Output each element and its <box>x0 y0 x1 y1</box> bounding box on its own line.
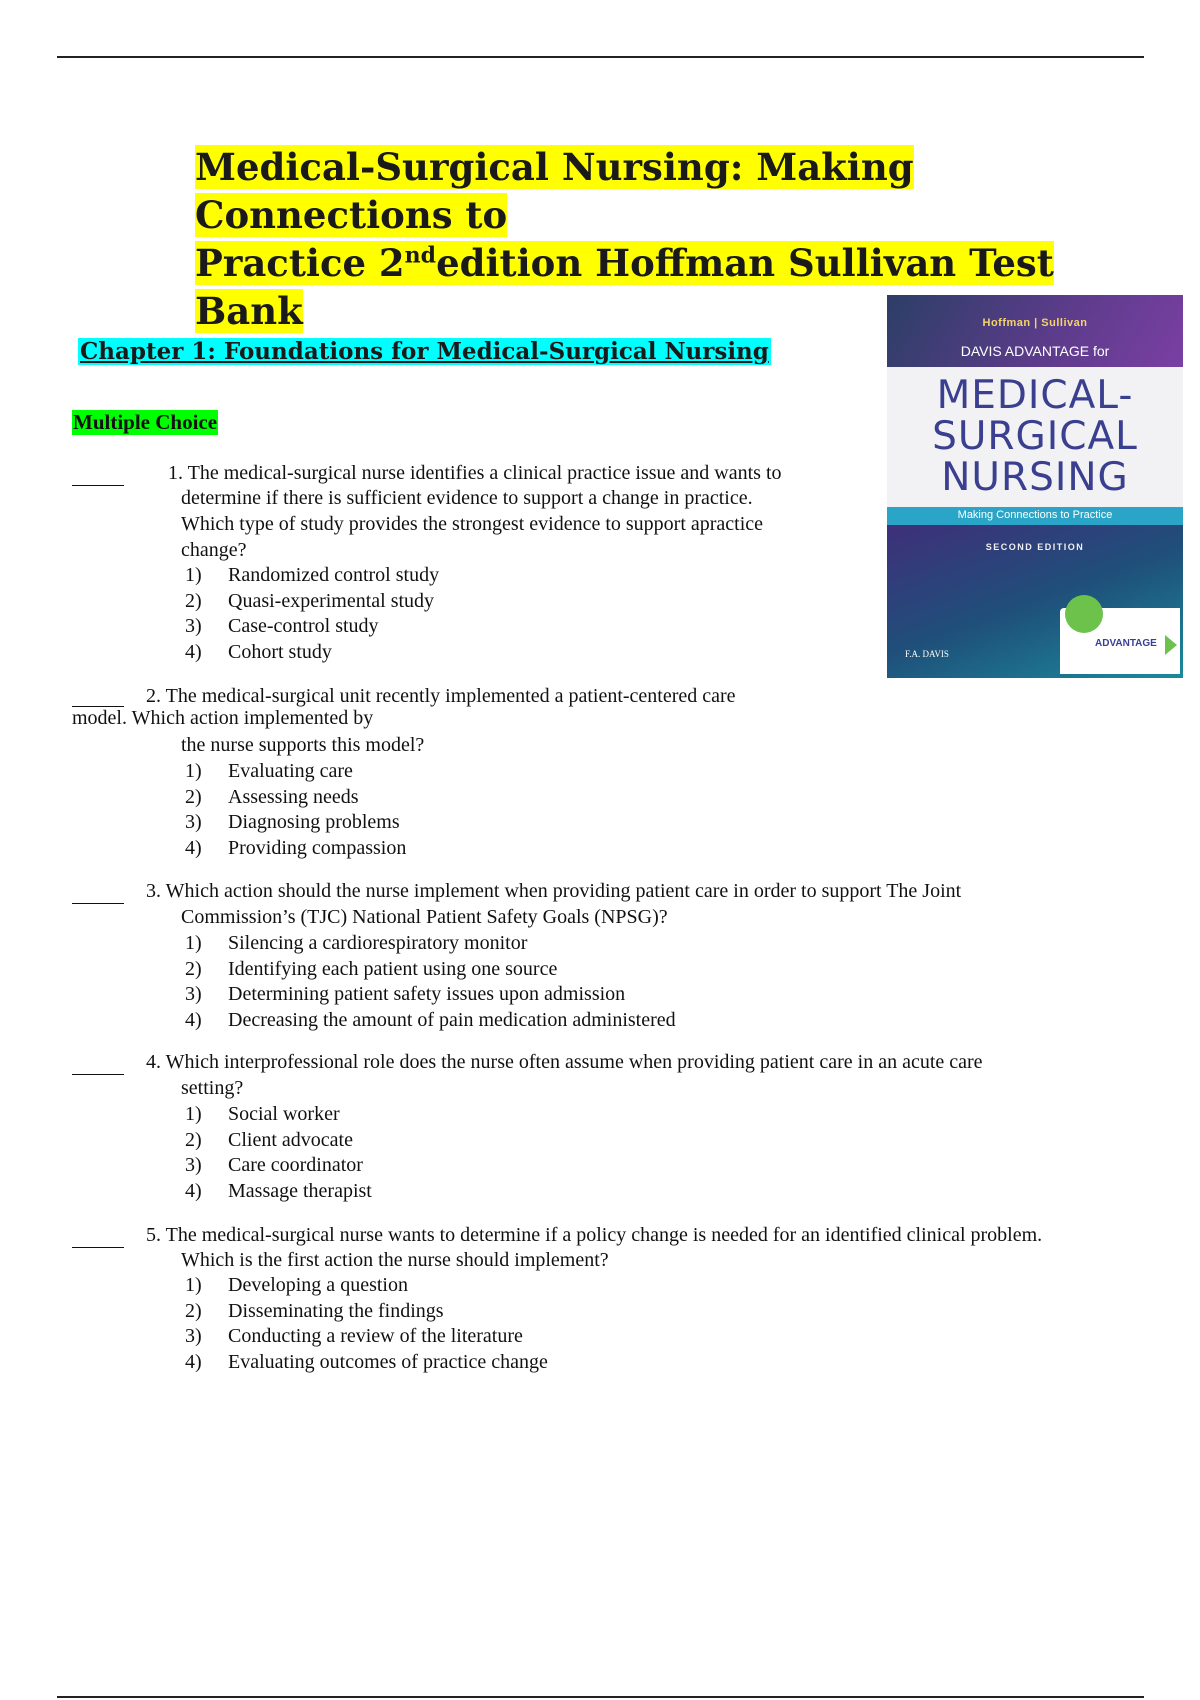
option: 1) Evaluating care <box>185 760 353 782</box>
cover-title-line: SURGICAL <box>932 414 1138 459</box>
option-list <box>185 1273 548 1375</box>
question-stem: 3. Which action should the nurse implement when providing patient care in order to support The Joint <box>146 880 962 902</box>
question-stem-wrap: model. Which action implemented by <box>72 707 374 729</box>
question-stem-cont: change? <box>181 539 247 561</box>
option: 4) Providing compassion <box>185 836 407 859</box>
question-stem-cont: determine if there is sufficient evidence to support a change in practice. <box>181 487 753 509</box>
cover-series: DAVIS ADVANTAGE for <box>960 343 1110 359</box>
top-rule <box>57 56 1144 58</box>
question-stem-cont: Which is the first action the nurse should implement? <box>181 1249 609 1271</box>
option-list <box>185 759 406 861</box>
option: 2) Disseminating the findings <box>185 1299 444 1322</box>
publisher-logo: F.A. DAVIS <box>905 649 949 659</box>
cover-title-line: NURSING <box>941 455 1129 500</box>
option: 4) Massage therapist <box>185 1179 372 1202</box>
cover-authors: Hoffman | Sullivan <box>982 317 1088 329</box>
question-stem-cont: the nurse supports this model? <box>181 734 425 756</box>
cover-edition: SECOND EDITION <box>985 542 1085 552</box>
book-cover-image <box>887 295 1183 678</box>
option: 2) Client advocate <box>185 1128 353 1151</box>
option: 1) Social worker <box>185 1103 340 1125</box>
answer-blank[interactable] <box>72 1074 124 1075</box>
option: 2) Quasi-experimental study <box>185 589 435 612</box>
cover-title-line: MEDICAL- <box>936 373 1134 418</box>
title-line-2: Practice 2ndedition Hoffman Sullivan Test Bank <box>195 241 1054 333</box>
cover-subtitle: Making Connections to Practice <box>957 509 1113 521</box>
option: 2) Assessing needs <box>185 785 359 808</box>
chapter-heading: Chapter 1: Foundations for Medical-Surgical Nursing <box>80 338 769 365</box>
option-list <box>185 931 676 1033</box>
option: 3) Diagnosing problems <box>185 811 400 833</box>
question-stem: 2. The medical-surgical unit recently implemented a patient-centered care <box>146 685 736 707</box>
answer-blank[interactable] <box>72 903 124 904</box>
question-stem: 4. Which interprofessional role does the nurse often assume when providing patient care in an acute care <box>146 1051 983 1073</box>
section-heading: Multiple Choice <box>73 410 218 434</box>
option: 3) Case-control study <box>185 615 379 637</box>
option-list <box>185 563 439 665</box>
question-stem-cont: Commission’s (TJC) National Patient Safety Goals (NPSG)? <box>181 906 668 928</box>
question-stem-cont: Which type of study provides the strongest evidence to support apractice <box>181 513 764 535</box>
option: 4) Cohort study <box>185 640 332 663</box>
option: 3) Care coordinator <box>185 1154 363 1176</box>
question-stem-cont: setting? <box>181 1077 244 1099</box>
option: 1) Silencing a cardiorespiratory monitor <box>185 932 528 954</box>
option: 1) Randomized control study <box>185 564 440 586</box>
title-line-1: Medical-Surgical Nursing: Making Connections to <box>195 145 914 237</box>
answer-blank[interactable] <box>72 485 124 486</box>
question-stem: 5. The medical-surgical nurse wants to determine if a policy change is needed for an identified clinical problem. <box>146 1224 1043 1246</box>
option: 3) Determining patient safety issues upon admission <box>185 983 626 1005</box>
option: 2) Identifying each patient using one source <box>185 957 558 980</box>
option: 4) Decreasing the amount of pain medication administered <box>185 1008 676 1031</box>
question-stem: 1. The medical-surgical nurse identifies a clinical practice issue and wants to <box>168 462 782 484</box>
option: 3) Conducting a review of the literature <box>185 1325 523 1347</box>
option: 1) Developing a question <box>185 1274 408 1296</box>
option: 4) Evaluating outcomes of practice change <box>185 1350 548 1373</box>
bottom-rule <box>57 1696 1144 1698</box>
option-list <box>185 1102 372 1204</box>
arrow-right-icon <box>1165 635 1177 655</box>
lightbulb-icon <box>1065 595 1103 633</box>
advantage-badge-label: ADVANTAGE <box>1095 638 1157 649</box>
answer-blank[interactable] <box>72 1247 124 1248</box>
